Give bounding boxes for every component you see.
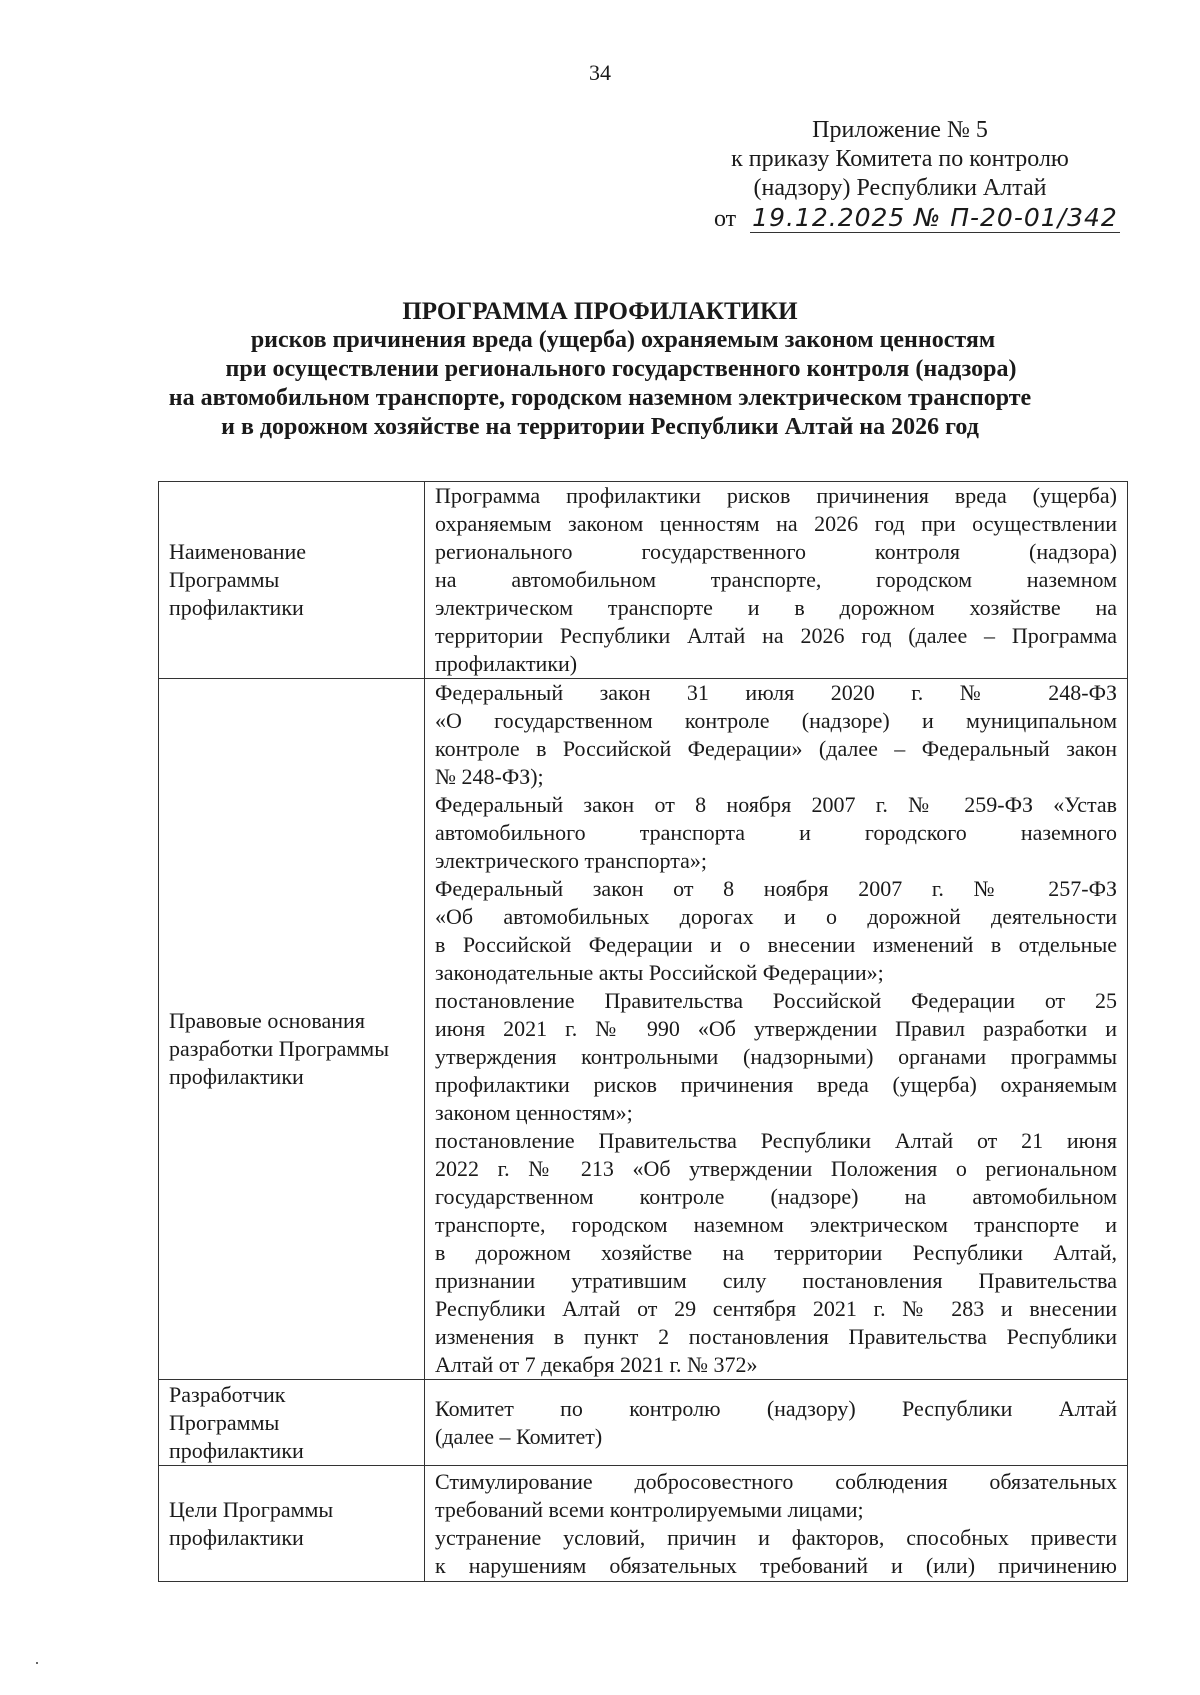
content-line: Федеральный закон 31 июля 2020 г. № 248-ФЗ xyxy=(435,680,1117,705)
content-line: охраняемым законом ценностям на 2026 год при осуществлении xyxy=(435,511,1117,536)
label-line: разработки Программы xyxy=(169,1036,389,1061)
content-line: «Об автомобильных дорогах и о дорожной деятельности xyxy=(435,904,1117,929)
table-row-name xyxy=(159,482,1128,679)
content-line: 2022 г. № 213 «Об утверждении Положения о региональном xyxy=(435,1156,1117,1181)
annex-header xyxy=(680,116,1120,234)
content-line: Федеральный закон от 8 ноября 2007 г. № 257-ФЗ xyxy=(435,876,1117,901)
content-line: в Российской Федерации и о внесении изменений в отдельные xyxy=(435,932,1117,957)
content-line: постановление Правительства Республики Алтай от 21 июня xyxy=(435,1128,1117,1153)
label-line: профилактики xyxy=(169,1064,304,1089)
content-line: законом ценностям»; xyxy=(435,1100,633,1125)
label-line: Правовые основания xyxy=(169,1008,365,1033)
main-title: ПРОГРАММА ПРОФИЛАКТИКИ xyxy=(402,298,798,325)
row-label xyxy=(159,1380,425,1466)
content-line: профилактики) xyxy=(435,651,578,676)
row-content xyxy=(425,1380,1128,1466)
row-label xyxy=(159,679,425,1380)
handwritten-date-number: 19.12.2025 № П-20-01/342 xyxy=(752,203,1118,232)
content-line: территории Республики Алтай на 2026 год (далее – Программа xyxy=(435,623,1117,648)
content-line: постановление Правительства Российской Федерации от 25 xyxy=(435,988,1117,1013)
content-line: Программа профилактики рисков причинения вреда (ущерба) xyxy=(435,483,1117,508)
label-line: Программы xyxy=(169,567,280,592)
table-row-developer xyxy=(159,1380,1128,1466)
row-label xyxy=(159,482,425,679)
annex-from-prefix: от xyxy=(714,206,737,232)
content-line: Федеральный закон от 8 ноября 2007 г. № 259-ФЗ «Устав xyxy=(435,792,1117,817)
annex-line-2: к приказу Комитета по контролю xyxy=(731,146,1069,172)
program-table xyxy=(158,481,1128,1582)
content-line: Стимулирование добросовестного соблюдения обязательных xyxy=(435,1468,1117,1494)
content-line: № 248-ФЗ); xyxy=(435,764,544,789)
content-line: к нарушениям обязательных требований и (или) причинению xyxy=(435,1552,1117,1578)
content-line: законодательные акты Российской Федерации»; xyxy=(435,960,884,985)
label-line: Наименование xyxy=(169,539,307,564)
row-content xyxy=(425,1466,1128,1582)
scan-speck xyxy=(36,1662,38,1664)
content-line: Республики Алтай от 29 сентября 2021 г. № 283 и внесении xyxy=(435,1296,1117,1321)
subtitle-line-1: рисков причинения вреда (ущерба) охраняемым законом ценностям xyxy=(250,327,996,353)
annex-date-line xyxy=(680,203,1120,234)
table-row-legal-basis xyxy=(159,679,1128,1380)
content-line: «О государственном контроле (надзоре) и муниципальном xyxy=(435,708,1117,733)
annex-line-3: (надзору) Республики Алтай xyxy=(753,175,1047,201)
content-line: утверждения контрольными (надзорными) органами программы xyxy=(435,1044,1117,1069)
subtitle-line-4: и в дорожном хозяйстве на территории Республики Алтай на 2026 год xyxy=(221,414,979,440)
content-line: контроле в Российской Федерации» (далее – Федеральный закон xyxy=(435,736,1117,761)
content-line: устранение условий, причин и факторов, способных привести xyxy=(435,1524,1117,1550)
content-line: требований всеми контролируемыми лицами; xyxy=(435,1496,864,1522)
content-line: на автомобильном транспорте, городском наземном xyxy=(435,567,1117,592)
label-line: профилактики xyxy=(169,1524,304,1550)
row-content xyxy=(425,482,1128,679)
content-line: профилактики рисков причинения вреда (ущерба) охраняемым xyxy=(435,1072,1117,1097)
content-line: автомобильного транспорта и городского наземного xyxy=(435,820,1117,845)
label-line: профилактики xyxy=(169,1437,304,1463)
label-line: Программы xyxy=(169,1409,280,1435)
content-line: регионального государственного контроля (надзора) xyxy=(435,539,1117,564)
label-line: Цели Программы xyxy=(169,1496,334,1522)
label-line: Разработчик xyxy=(169,1381,286,1407)
page-number: 34 xyxy=(589,60,611,85)
subtitle-line-2: при осуществлении регионального государственного контроля (надзора) xyxy=(225,356,1017,382)
content-line: Алтай от 7 декабря 2021 г. № 372» xyxy=(435,1352,758,1377)
table-row-goals xyxy=(159,1466,1128,1582)
content-line: транспорте, городском наземном электрическом транспорте и xyxy=(435,1212,1117,1237)
subtitle-line-3: на автомобильном транспорте, городском наземном электрическом транспорте xyxy=(168,385,1032,411)
content-line: июня 2021 г. № 990 «Об утверждении Правил разработки и xyxy=(435,1016,1117,1041)
row-content xyxy=(425,679,1128,1380)
content-line: изменения в пункт 2 постановления Правительства Республики xyxy=(435,1324,1117,1349)
content-line: государственном контроле (надзоре) на автомобильном xyxy=(435,1184,1117,1209)
content-line: электрического транспорта»; xyxy=(435,848,707,873)
content-line: Комитет по контролю (надзору) Республики Алтай xyxy=(435,1395,1117,1421)
content-line: признании утратившим силу постановления Правительства xyxy=(435,1268,1117,1293)
content-line: электрическом транспорте и в дорожном хозяйстве на xyxy=(435,595,1117,620)
document-title xyxy=(80,297,1120,442)
content-line: в дорожном хозяйстве на территории Республики Алтай, xyxy=(435,1240,1117,1265)
content-line: (далее – Комитет) xyxy=(435,1423,603,1449)
label-line: профилактики xyxy=(169,595,304,620)
row-label xyxy=(159,1466,425,1582)
annex-line-1: Приложение № 5 xyxy=(812,117,988,143)
